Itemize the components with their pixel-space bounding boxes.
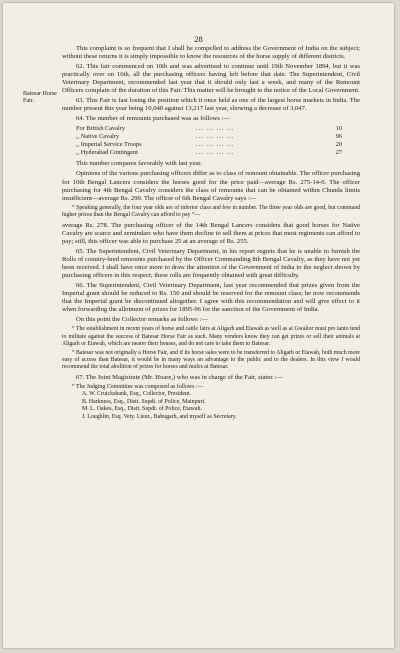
quotation: “ Batesar was not originally a Horse Fair, and if its horse sales were to be transferred to Aligarh or Etawah, both much more easy of access than Batesar, it would be in many ways an advantage to the public and to the dealers. In this view I would recommend the total abolition of prizes for horses and mules at Batesar. xyxy=(62,349,360,370)
paragraph: 67. The Joint Magistrate (Mr. Hoare,) who was in charge of the Fair, states :— xyxy=(76,373,283,381)
remount-label: ,, Native Cavalry xyxy=(76,133,120,141)
table-row xyxy=(76,149,342,157)
quotation: “ The establishment in recent years of horse and cattle fairs at Aligarh and Etawah as well as at Gwalior must pro tanto tend to militate against the success of Batesar Horse Fair as such. Many vendors know they can get prizes or sell their animals at Aligarh or Etawah, which are nearer their houses, and do not care to take them to Batesar. xyxy=(62,326,360,347)
remount-label: ,, Imperial Service Troops xyxy=(76,141,142,149)
paragraph: This number compares favorably with last year. xyxy=(76,160,202,168)
paragraph: 64. The number of remounts purchased was as follows :— xyxy=(76,115,231,123)
paragraph: 65. The Superintendent, Civil Veterinary Department, in his report regrets that he is unable to furnish the Rolls of country-bred remounts purchased by the Officer Commanding 8th Bengal Cavalry, as they have not yet been received. I shall have once more to draw the attention of the Government of India to the neglect shown by purchasing officers in this respect; these rolls are frequently obtained with great difficulty. xyxy=(62,247,360,280)
paragraph: Opinions of the various purchasing officers differ as to class of remount obtainable. The officer purchasing for 10th Bengal Lancers considers the horses good for the price paid—average Rs. 275-14-0. The officer purchasing for 4th Bengal Cavalry considers the class of remounts that can be obtained within Chunda limits insufficient—average Rs. 290. The officer of 6th Bengal Cavalry says :— xyxy=(62,170,360,202)
quotation: “ Speaking generally, the four year olds are of inferior class and few in number. The three year olds are good, but command higher prices than the Bengal Cavalry can afford to pay ”— xyxy=(62,204,360,218)
committee-list xyxy=(72,384,360,421)
list-item: A. W. Cruickshank, Esq., Collector, President. xyxy=(82,391,192,398)
remount-label: For British Cavalry xyxy=(76,125,125,133)
paragraph: 66. The Superintendent, Civil Veterinary Department, last year recommended that prizes given from the Imperial grant should be reduced to Rs. 150 and should be reserved for the remount class; he now recommends that the Imperial grant be discontinued altogether. I agree with this recommendation and will give effect to it when forwarding the allotment of prizes for 1895-96 for the sanction of the Government of India. xyxy=(62,282,360,314)
list-item: M. L. Oakes, Esq., Distt. Supdt. of Police, Etawah. xyxy=(82,406,202,413)
remount-count: 27 xyxy=(335,149,342,157)
document-page xyxy=(3,3,394,648)
sidenote-title xyxy=(23,91,59,105)
paragraph: On this point the Collector remarks as follows :— xyxy=(76,316,208,324)
paragraph: This complaint is so frequent that I shall be compelled to address the Government of India on the subject; without these returns it is simply impossible to know the resources of the horse supply of different districts. xyxy=(62,45,360,61)
leader-dots: ... ... ... ... xyxy=(196,141,235,149)
page-number: 28 xyxy=(194,34,203,44)
list-item: J. Loughlin, Esq. Vety. Lieut., Babugarh, and myself as Secretary. xyxy=(82,413,237,420)
sidenote-line: Batesar Horse xyxy=(23,91,57,97)
remount-count: 96 xyxy=(335,133,342,141)
table-row xyxy=(76,125,342,133)
leader-dots: ... ... ... ... xyxy=(196,125,235,133)
remount-label: ,, Hyderabad Contingent xyxy=(76,149,138,157)
remounts-table xyxy=(76,125,342,157)
sidenote-line: Fair. xyxy=(23,98,34,105)
table-row xyxy=(76,133,342,141)
paragraph: average Rs. 278. The purchasing officer of the 14th Bengal Lancers considers that good horses for Native Cavalry are scarce and zemindars who have them decline to sell them at prices that most regiments can afford to pay; still, this officer was able to purchase 25 at an average of Rs. 255. xyxy=(62,221,360,245)
remount-count: 10 xyxy=(335,125,342,133)
quotation-block xyxy=(62,326,360,371)
paragraph: 63. This Fair is fast losing the position which it once held as one of the largest horse markets in India. The number present this year being 10,040 against 13,217 last year, showing a decrease of 3,047. xyxy=(62,97,360,113)
body-text xyxy=(62,45,360,421)
paragraph: 62. This fair commenced on 10th and was advertised to continue until 19th November 1894, but it was practically over on 16th, all the purchasing officers having left before that date. The Superintendent, Civil Veterinary Department, recommended last year that it should only last a week, and many of the Remount Officers complain of the duration of this Fair. This matter will be brought to the notice of the Local Government. xyxy=(62,63,360,95)
table-row xyxy=(76,141,342,149)
leader-dots: ... ... ... ... xyxy=(196,133,235,141)
committee-intro: “ The Judging Committee was composed as follows :— xyxy=(72,384,204,391)
remount-count: 20 xyxy=(335,141,342,149)
list-item: B. Harkness, Esq., Distt. Supdt. of Police, Mainpuri. xyxy=(82,398,206,405)
leader-dots: ... ... ... ... xyxy=(196,149,235,157)
